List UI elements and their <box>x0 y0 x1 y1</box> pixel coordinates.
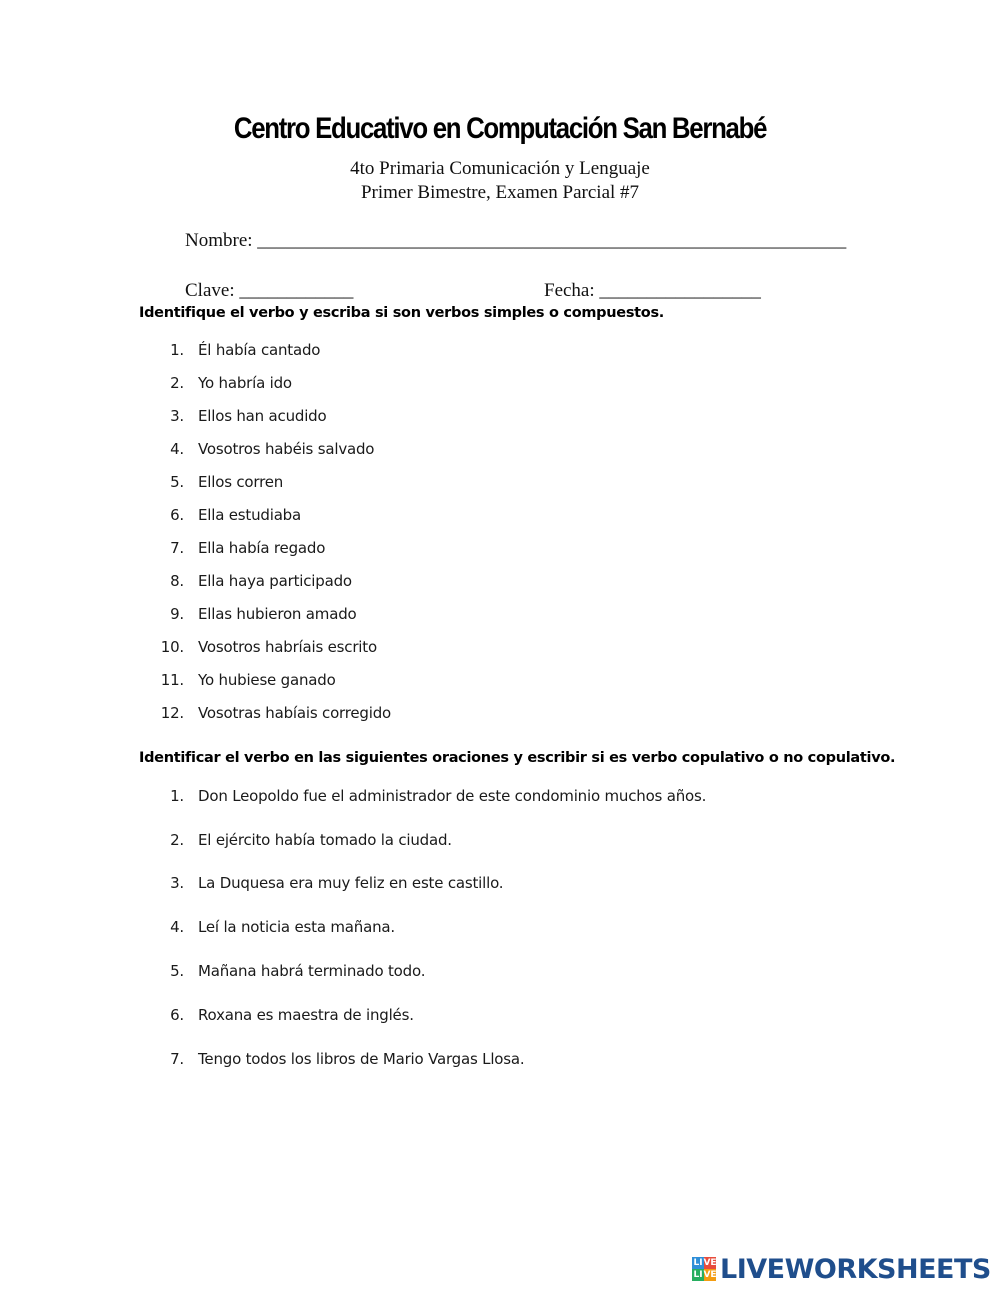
school-title: Centro Educativo en Computación San Bernabé <box>233 112 767 145</box>
item-number: 4. <box>170 918 184 936</box>
item-number: 6. <box>170 1006 184 1024</box>
item-text: Tengo todos los libros de Mario Vargas Llosa. <box>198 1050 525 1068</box>
item-text: Leí la noticia esta mañana. <box>198 918 395 936</box>
item-text: Ellas hubieron amado <box>198 605 357 623</box>
item-number: 12. <box>160 704 184 722</box>
section2-instruction: Identificar el verbo en las siguientes oraciones y escribir si es verbo copulativo o no copulativo. <box>139 750 896 766</box>
logo-tile: LI <box>693 1270 703 1280</box>
item-number: 3. <box>170 874 184 892</box>
item-number: 5. <box>170 473 184 491</box>
item-number: 5. <box>170 962 184 980</box>
item-text: Ella había regado <box>198 539 326 557</box>
item-text: Yo habría ido <box>198 374 292 392</box>
item-text: Ellos han acudido <box>198 407 327 425</box>
item-text: Mañana habrá terminado todo. <box>198 962 426 980</box>
nombre-field[interactable]: Nombre: ______________________________________________________________ <box>185 230 847 251</box>
item-number: 1. <box>170 341 184 359</box>
item-number: 1. <box>170 787 184 805</box>
logo-tile: LI <box>693 1258 703 1268</box>
logo-tile: VE <box>703 1258 717 1268</box>
section1-instruction: Identifique el verbo y escriba si son verbos simples o compuestos. <box>139 305 664 321</box>
item-number: 11. <box>160 671 184 689</box>
item-text: Vosotros habéis salvado <box>198 440 375 458</box>
item-text: Ellos corren <box>198 473 284 491</box>
item-text: Yo hubiese ganado <box>198 671 336 689</box>
liveworksheets-logo <box>692 1252 991 1286</box>
clave-field[interactable]: Clave: ____________ <box>185 280 354 301</box>
item-number: 2. <box>170 374 184 392</box>
fecha-field[interactable]: Fecha: _________________ <box>544 280 761 301</box>
item-number: 2. <box>170 831 184 849</box>
item-text: Vosotras habíais corregido <box>198 704 392 722</box>
item-text: Ella haya participado <box>198 572 352 590</box>
liveworksheets-logo-icon <box>692 1257 716 1281</box>
item-number: 9. <box>170 605 184 623</box>
item-text: Roxana es maestra de inglés. <box>198 1006 414 1024</box>
item-number: 7. <box>170 1050 184 1068</box>
item-number: 8. <box>170 572 184 590</box>
item-text: El ejército había tomado la ciudad. <box>198 831 452 849</box>
logo-tile: VE <box>703 1270 717 1280</box>
item-text: Ella estudiaba <box>198 506 301 524</box>
course-subtitle: 4to Primaria Comunicación y Lenguaje <box>350 158 650 179</box>
item-number: 7. <box>170 539 184 557</box>
item-number: 6. <box>170 506 184 524</box>
item-number: 3. <box>170 407 184 425</box>
exam-subtitle: Primer Bimestre, Examen Parcial #7 <box>360 182 640 203</box>
item-text: Él había cantado <box>198 341 321 359</box>
item-text: La Duquesa era muy feliz en este castillo. <box>198 874 504 892</box>
logo-text: LIVEWORKSHEETS <box>720 1253 991 1285</box>
item-text: Vosotros habríais escrito <box>198 638 377 656</box>
item-text: Don Leopoldo fue el administrador de este condominio muchos años. <box>198 787 707 805</box>
item-number: 4. <box>170 440 184 458</box>
item-number: 10. <box>160 638 184 656</box>
